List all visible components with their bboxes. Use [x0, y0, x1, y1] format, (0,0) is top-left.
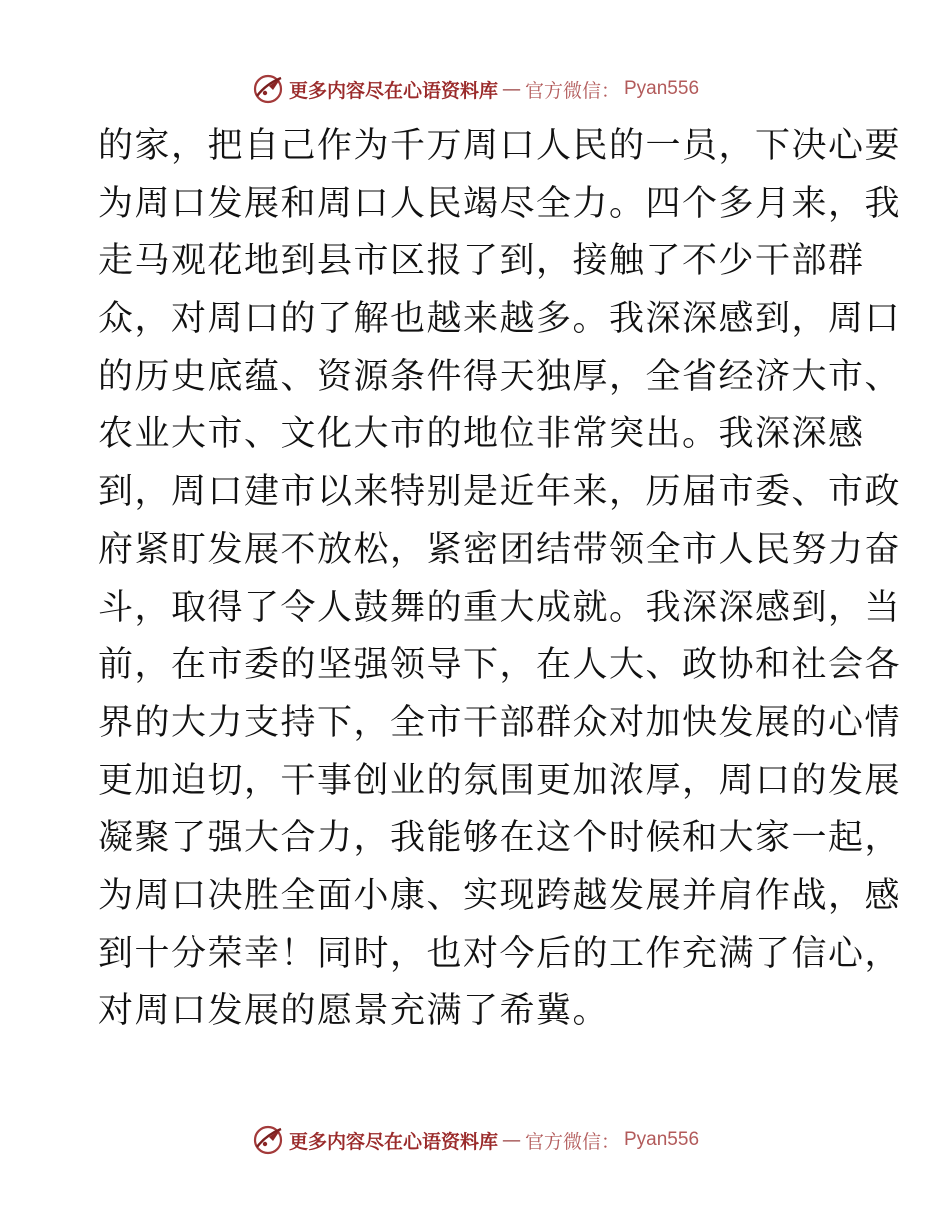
text-line: 府紧盯发展不放松，紧密团结带领全市人民努力奋 [98, 529, 902, 570]
text-line: 为周口决胜全面小康、实现跨越发展并肩作战，感 [98, 875, 902, 916]
text-line: 农业大市、文化大市的地位非常突出。我深深感 [98, 414, 865, 455]
body-text [98, 118, 902, 1041]
footer-banner [0, 1123, 950, 1157]
text-line: 为周口发展和周口人民竭尽全力。四个多月来，我 [98, 183, 902, 224]
banner-site-text: 更多内容尽在心语资料库 [288, 79, 498, 102]
text-line: 走马观花地到县市区报了到，接触了不少干部群 [98, 241, 865, 282]
text-line: 的历史底蕴、资源条件得天独厚，全省经济大市、 [98, 356, 902, 397]
text-line: 的家，把自己作为千万周口人民的一员，下决心要 [98, 126, 902, 166]
pen-logo-icon [251, 72, 285, 106]
header-banner [0, 72, 950, 106]
text-line: 界的大力支持下，全市干部群众对加快发展的心情 [98, 702, 902, 743]
pen-logo-icon [251, 1123, 285, 1157]
banner-wechat-id: Pyan556 [624, 1129, 700, 1150]
text-line: 到十分荣幸！同时，也对今后的工作充满了信心， [98, 933, 902, 974]
banner-dash: — [501, 78, 521, 100]
text-line: 对周口发展的愿景充满了希冀。 [98, 991, 610, 1032]
text-line: 前，在市委的坚强领导下，在人大、政协和社会各 [98, 645, 902, 686]
banner-wechat-id: Pyan556 [624, 78, 700, 99]
banner-dash: — [501, 1129, 521, 1151]
text-line: 斗，取得了令人鼓舞的重大成就。我深深感到，当 [98, 587, 902, 628]
text-line: 众，对周口的了解也越来越多。我深深感到，周口 [98, 299, 902, 340]
text-line: 到，周口建市以来特别是近年来，历届市委、市政 [98, 472, 902, 513]
text-line: 更加迫切，干事创业的氛围更加浓厚，周口的发展 [98, 760, 902, 801]
banner-wechat-label: 官方微信： [524, 1130, 620, 1153]
banner-wechat-label: 官方微信： [524, 79, 620, 102]
banner-site-text: 更多内容尽在心语资料库 [288, 1130, 498, 1153]
text-line: 凝聚了强大合力，我能够在这个时候和大家一起， [98, 818, 902, 859]
